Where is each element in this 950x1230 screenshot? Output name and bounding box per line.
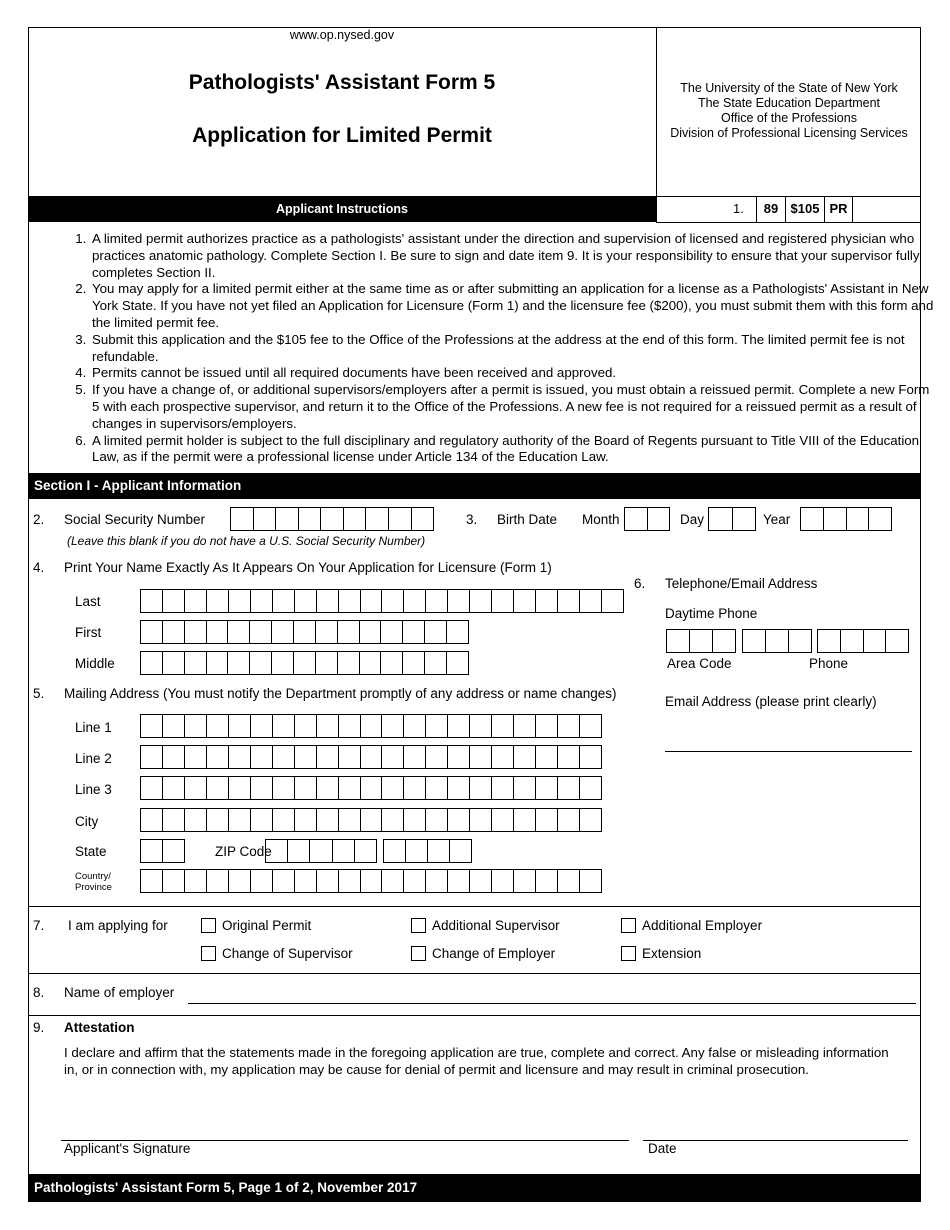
address-line1-input[interactable] [140, 714, 602, 738]
change-of-supervisor-checkbox[interactable] [201, 946, 216, 961]
option-label: Original Permit [222, 918, 312, 933]
address-line1-label: Line 1 [75, 720, 112, 735]
area-code-label: Area Code [667, 656, 732, 671]
divider [656, 196, 921, 197]
phone-line-input[interactable] [817, 629, 909, 653]
country-label [75, 871, 112, 893]
instructions-list [62, 231, 940, 466]
area-code-input[interactable] [666, 629, 736, 653]
ssn-note: (Leave this blank if you do not have a U.S. Social Security Number) [67, 534, 426, 548]
zip-label: ZIP Code [215, 844, 272, 859]
birth-month-input[interactable] [624, 507, 670, 531]
address-line2-input[interactable] [140, 745, 602, 769]
attestation-heading: Attestation [64, 1020, 135, 1035]
name-instruction: Print Your Name Exactly As It Appears On Your Application for Licensure (Form 1) [64, 560, 552, 575]
last-name-input[interactable] [140, 589, 624, 613]
divider [656, 222, 921, 223]
instruction-item: 6. A limited permit holder is subject to the full disciplinary and regulatory authority of the Board of Regents pursuant to Title VIII of the Education Law, as if the permit were a professional license under Article 134 of the Education Law. [90, 433, 940, 467]
country-label-line: Country/ [75, 871, 111, 882]
mailing-address-label: Mailing Address (You must notify the Department promptly of any address or name changes) [64, 686, 617, 701]
birth-day-input[interactable] [708, 507, 756, 531]
state-input[interactable] [140, 839, 185, 863]
date-input-line[interactable] [643, 1140, 908, 1141]
divider [28, 1015, 921, 1016]
option-label: Additional Supervisor [432, 918, 560, 933]
country-input[interactable] [140, 869, 602, 893]
middle-name-label: Middle [75, 656, 115, 671]
section1-heading: Section I - Applicant Information [34, 478, 242, 493]
instruction-item: 1. A limited permit authorizes practice as a pathologists' assistant under the direction and supervision of licensed and registered physician who practices anatomic pathology. Complete Section I. Be sure to sign and date item 9. It is your responsibility to ensure that your supervisor fully completes Section II. [90, 231, 940, 281]
agency-line: The University of the State of New York [680, 81, 898, 95]
section1-heading-bar [28, 473, 921, 499]
attestation-text: I declare and affirm that the statements made in the foregoing application are true, complete and correct. Any false or misleading information in, or in connection with, my application may be cause for denial of permit and licensure and may result in criminal prosecution. [64, 1045, 889, 1077]
birth-year-input[interactable] [800, 507, 892, 531]
instructions-heading: Applicant Instructions [276, 202, 408, 216]
additional-employer-checkbox[interactable] [621, 918, 636, 933]
employer-input-line[interactable] [188, 1003, 916, 1004]
agency-line: The State Education Department [697, 96, 881, 110]
item-number: 9. [33, 1020, 45, 1035]
first-name-label: First [75, 625, 102, 640]
extension-checkbox[interactable] [621, 946, 636, 961]
office-code-3: PR [829, 201, 848, 216]
divider [28, 973, 921, 974]
option-label: Change of Supervisor [222, 946, 353, 961]
footer-text: Pathologists' Assistant Form 5, Page 1 of 2, November 2017 [34, 1180, 418, 1195]
agency-block [657, 81, 921, 141]
ssn-label: Social Security Number [64, 512, 206, 527]
option-label: Change of Employer [432, 946, 556, 961]
applying-for-label: I am applying for [68, 918, 168, 933]
phone-prefix-input[interactable] [742, 629, 812, 653]
change-of-employer-checkbox[interactable] [411, 946, 426, 961]
original-permit-checkbox[interactable] [201, 918, 216, 933]
agency-line: Division of Professional Licensing Services [670, 126, 908, 140]
last-name-label: Last [75, 594, 101, 609]
office-code-2: $105 [790, 201, 820, 216]
zip-input[interactable] [265, 839, 377, 863]
divider [28, 906, 921, 907]
day-label: Day [680, 512, 705, 527]
option-label: Additional Employer [642, 918, 763, 933]
ssn-input[interactable] [230, 507, 434, 531]
address-line3-label: Line 3 [75, 782, 112, 797]
item-number: 5. [33, 686, 45, 701]
daytime-phone-label: Daytime Phone [665, 606, 758, 621]
email-label: Email Address (please print clearly) [665, 694, 877, 709]
item-number: 3. [466, 512, 478, 527]
instruction-item: 5. If you have a change of, or additional supervisors/employers after a permit is issued, you must obtain a reissued permit. Complete a new Form 5 with each prospective supervisor, and return it to the Office of the Professions. A new fee is not required for a reissued permit as a result of changes in supervisors/employers. [90, 382, 940, 432]
phone-email-label: Telephone/Email Address [665, 576, 818, 591]
divider [852, 196, 853, 222]
phone-label: Phone [809, 656, 849, 671]
employer-label: Name of employer [64, 985, 175, 1000]
date-label: Date [648, 1141, 677, 1156]
city-label: City [75, 814, 99, 829]
province-label-line: Province [75, 882, 112, 893]
email-input-line[interactable] [665, 751, 912, 752]
footer-bar [28, 1174, 921, 1202]
birth-date-label: Birth Date [497, 512, 558, 527]
middle-name-input[interactable] [140, 651, 469, 675]
state-label: State [75, 844, 107, 859]
item-number: 4. [33, 560, 45, 575]
office-code-1: 89 [763, 201, 779, 216]
instruction-item: 4. Permits cannot be issued until all required documents have been received and approved. [90, 365, 940, 382]
agency-line: Office of the Professions [721, 111, 857, 125]
signature-label: Applicant's Signature [64, 1141, 191, 1156]
year-label: Year [763, 512, 791, 527]
item-number: 7. [33, 918, 45, 933]
instructions-heading-bar [28, 196, 656, 222]
item-number: 2. [33, 512, 45, 527]
additional-supervisor-checkbox[interactable] [411, 918, 426, 933]
office-code-number: 1. [733, 201, 744, 216]
zip-extension-input[interactable] [383, 839, 472, 863]
month-label: Month [582, 512, 620, 527]
address-line3-input[interactable] [140, 776, 602, 800]
instruction-item: 2. You may apply for a limited permit either at the same time as or after submitting an application for a license as a Pathologists' Assistant in New York State. If you have not yet filed an Application for Licensure (Form 1) and the licensure fee ($200), you must submit them with this form and the limited permit fee. [90, 281, 940, 331]
first-name-input[interactable] [140, 620, 469, 644]
city-input[interactable] [140, 808, 602, 832]
form-title: Pathologists' Assistant Form 5 [188, 71, 496, 94]
instruction-item: 3. Submit this application and the $105 fee to the Office of the Professions at the address at the end of this form. The limited permit fee is not refundable. [90, 332, 940, 366]
item-number: 8. [33, 985, 45, 1000]
item-number: 6. [634, 576, 646, 591]
address-line2-label: Line 2 [75, 751, 112, 766]
website-url: www.op.nysed.gov [289, 28, 395, 42]
form-subtitle: Application for Limited Permit [192, 124, 492, 147]
option-label: Extension [642, 946, 702, 961]
